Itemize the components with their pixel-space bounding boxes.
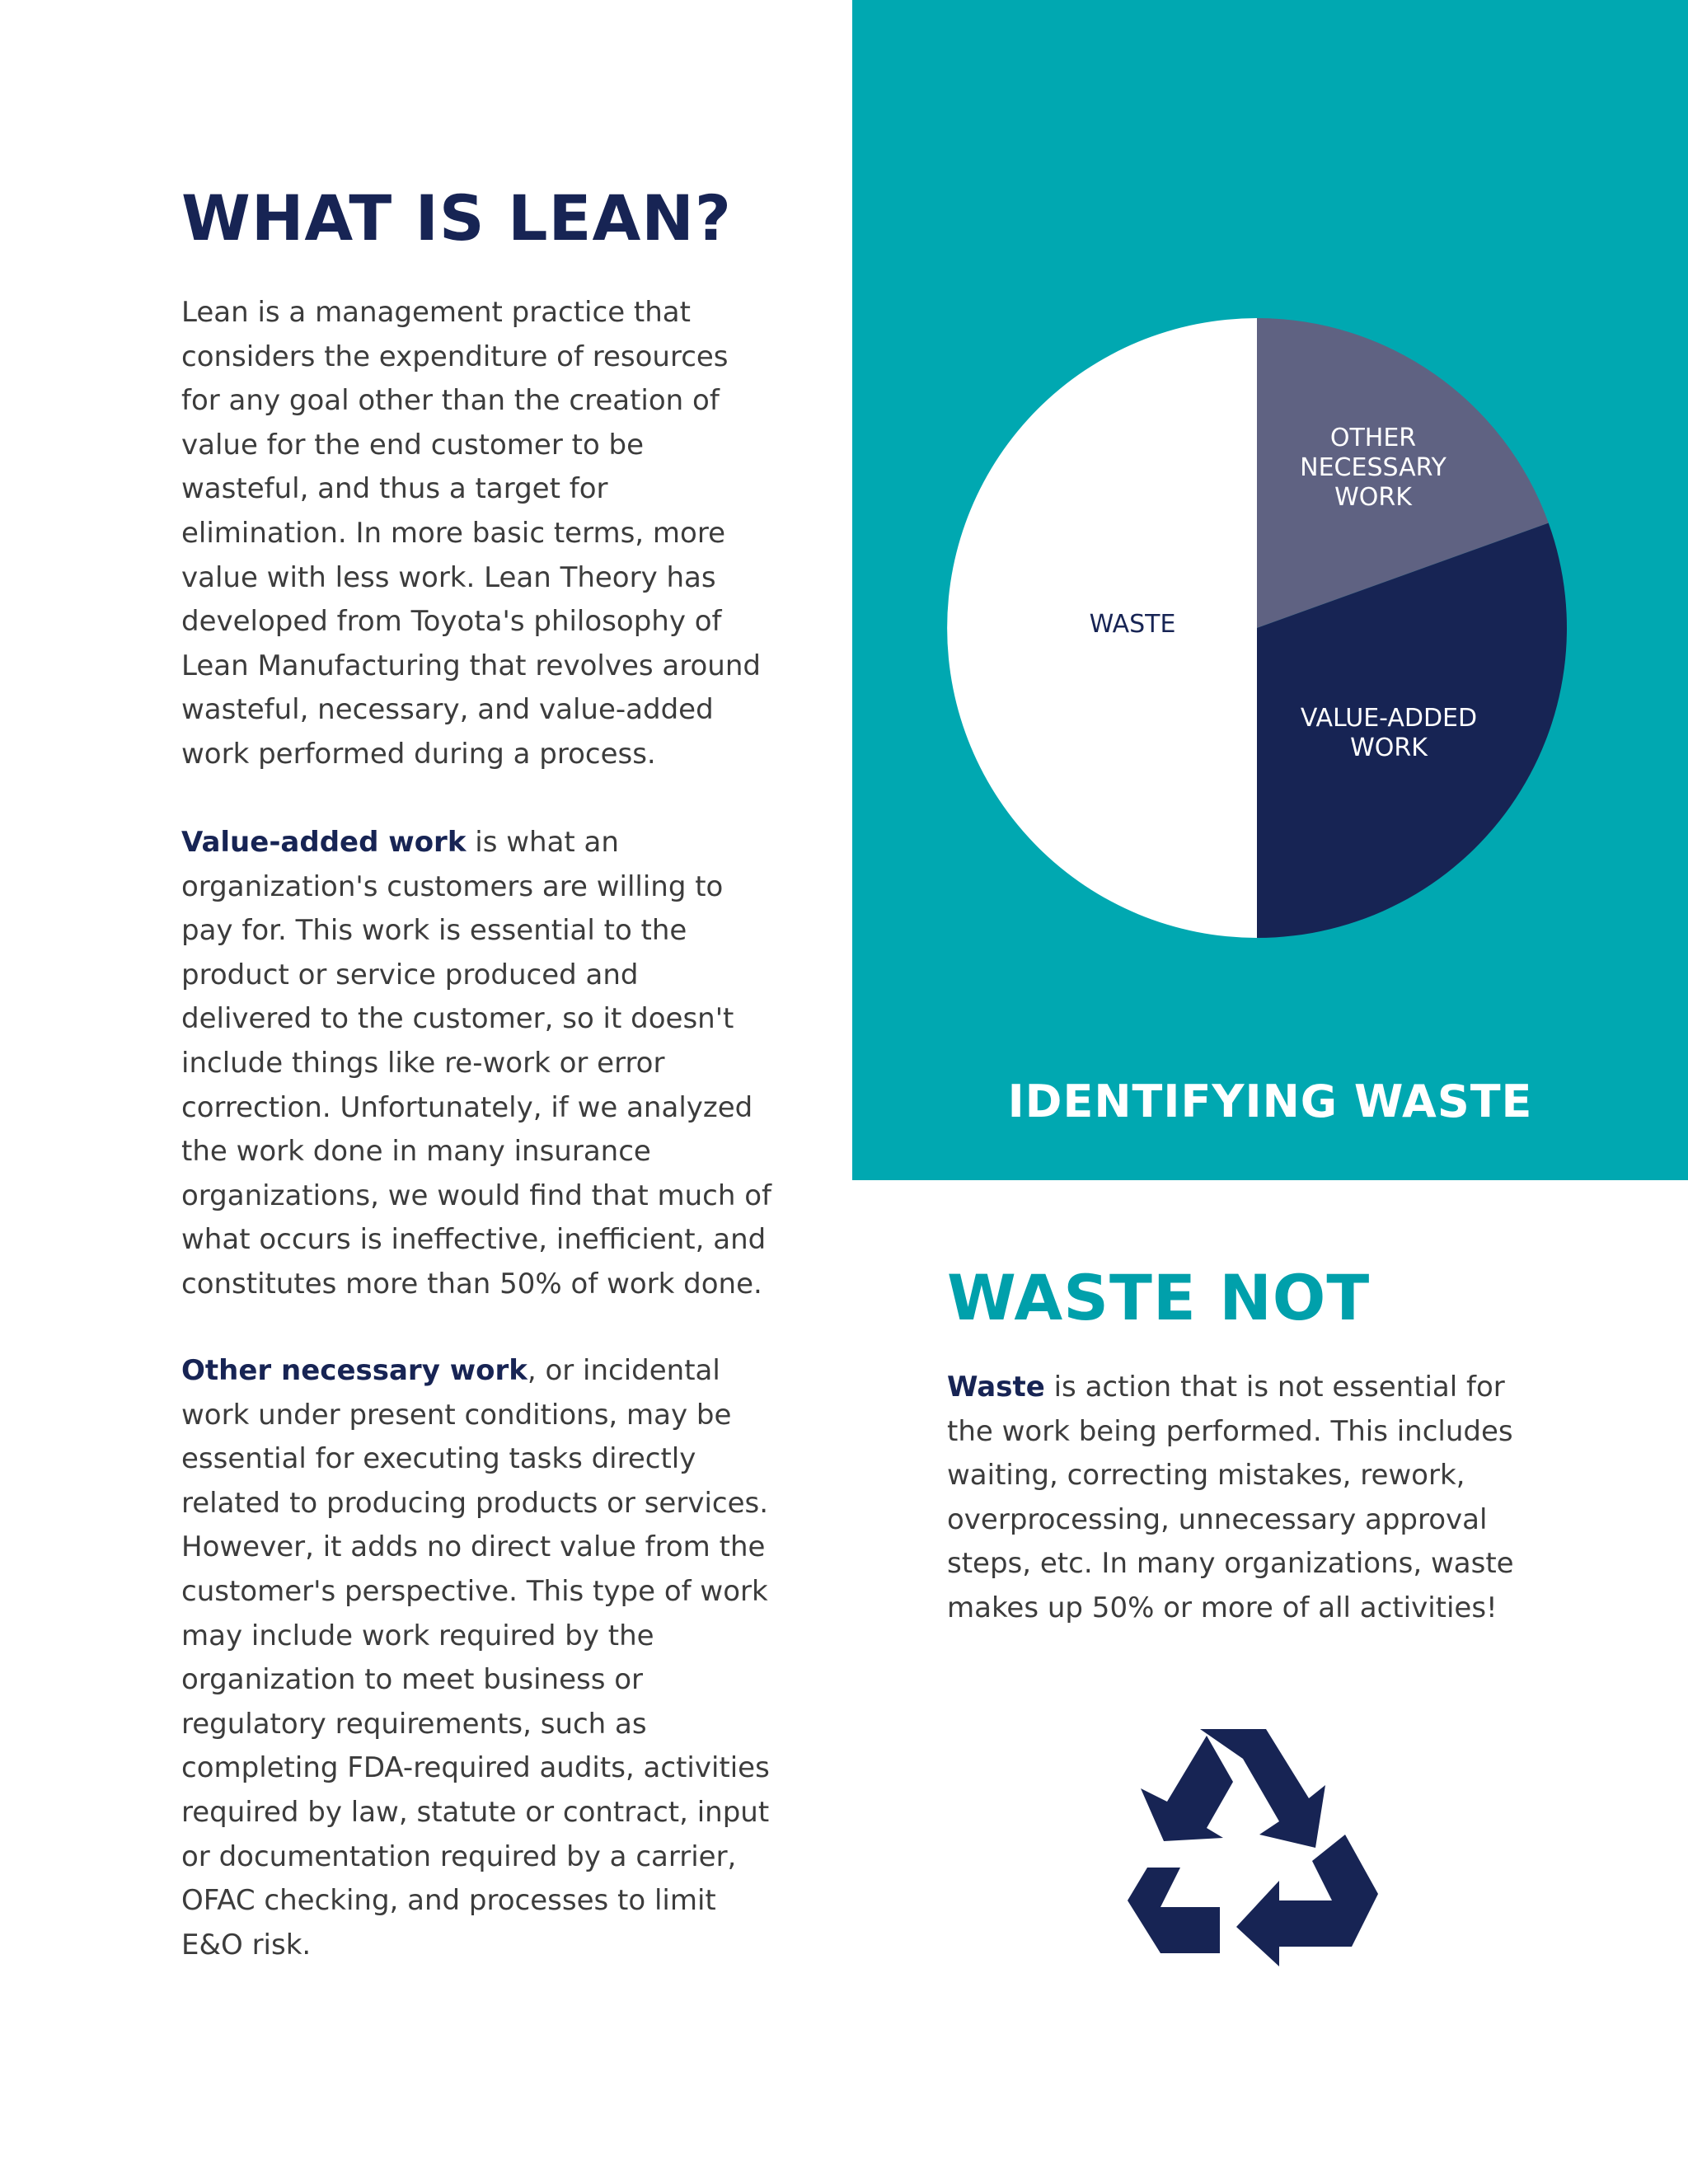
recycle-icon [1088, 1690, 1418, 2019]
other-necessary-text: , or incidental work under present conditions, may be essential for executing tasks directly related to producing products or services. However, it adds no direct value from the customer's perspective. This type of work may include work required by the organization to meet business or regulatory requirements, such as completing FDA-required audits, activities required by law, statute or contract, input or documentation required by a carrier, OFAC checking, and processes to limit E&O risk. [181, 1354, 770, 1961]
waste-paragraph [947, 1366, 1524, 1631]
intro-paragraph: Lean is a management practice that considers the expenditure of resources for any goal other than the creation of value for the end customer to be wasteful, and thus a target for elimination. In more basic terms, more value with less work. Lean Theory has developed from Toyota's philosophy of Lean Manufacturing that revolves around wasteful, necessary, and value-added work performed during a process. [181, 296, 761, 771]
waste-term: Waste [947, 1371, 1045, 1404]
pie-chart [852, 0, 1688, 1180]
other-necessary-term: Other necessary work [181, 1354, 528, 1387]
panel-title: IDENTIFYING WASTE [1007, 1076, 1533, 1127]
slice-label-other-necessary: OTHER NECESSARY WORK [1300, 424, 1447, 512]
slice-label-waste: WASTE [1089, 610, 1176, 639]
value-added-paragraph [181, 821, 775, 1307]
slice-label-value-added: VALUE-ADDED WORK [1300, 704, 1478, 762]
value-added-term: Value-added work [181, 826, 467, 859]
waste-text: is action that is not essential for the work being performed. This includes waiting, correcting mistakes, rework, overprocessing, unnecessary approval steps, etc. In many organizations, waste makes up 50% or more of all activities! [947, 1371, 1514, 1624]
value-added-text: is what an organization's customers are willing to pay for. This work is essential to the product or service produced and delivered to the customer, so it doesn't include things like re-work or error correction. Unfortunately, if we analyzed the work done in many insurance organizations, we would find that much of what occurs is ineffective, inefficient, and constitutes more than 50% of work done. [181, 826, 771, 1301]
waste-not-title: WASTE NOT [947, 1261, 1371, 1334]
recycle-arrow-left [1141, 1736, 1233, 1841]
page-title: WHAT IS LEAN? [181, 181, 732, 255]
recycle-arrow-bottom [1128, 1868, 1220, 1953]
recycle-arrow-right [1236, 1835, 1378, 1966]
identifying-waste-panel [852, 0, 1688, 1180]
other-necessary-paragraph [181, 1349, 775, 1967]
